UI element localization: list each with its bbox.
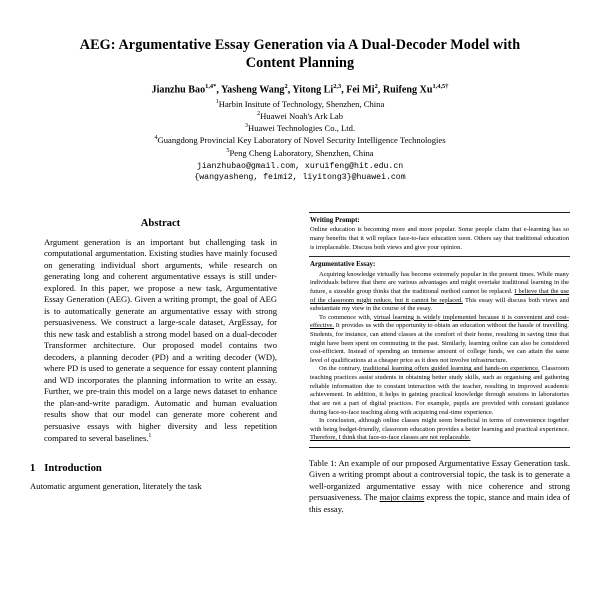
affiliation-marker: 3 [244, 122, 248, 130]
major-claim-span: I believe that the use of the classroom might reduce, but it cannot be replaced. [310, 287, 569, 304]
abstract-heading: Abstract [140, 218, 181, 229]
affiliation-item: $^2$Huawei Noah's Ark Lab [256, 110, 344, 122]
argumentative-essay-label: Argumentative Essay: [310, 260, 376, 268]
affiliation-item: $^1$Harbin Insitute of Technology, Shenzhen, China [215, 98, 385, 110]
essay-text-span: In conclusion, although online classes might seem beneficial in terms of convenience together with being budget-friendly, classroom education provides a better learning and practical experience. [310, 417, 569, 433]
section-number: 1 [30, 462, 36, 474]
affiliation-item: $^5$Peng Cheng Laboratory, Shenzhen, China [226, 146, 374, 158]
page-title: AEG: Argumentative Essay Generation via A Dual-Decoder Model with Content Planning [79, 37, 521, 72]
affiliation-item: $^4$Guangdong Provincial Key Laboratory of Novel Security Intelligence Technologies [154, 134, 446, 146]
caption-text-before: An example of our proposed Argumentative Essay Generation task. Given a writing prompt about a controversial topic, the task is to generate a well-organized argumentative essay with nice coherence and strong persuasiveness. The [309, 457, 570, 503]
title-block [0, 0, 600, 184]
writing-prompt-text [310, 226, 569, 252]
author-list: Jianzhu Bao$^{1,4*}$, Yasheng Wang$^2$, Yitong Li$^{2,3}$, Fei Mi$^2$, Ruifeng $Xu^{1,4,5\dagger}$ [151, 82, 449, 96]
table-bottom-rule [309, 447, 570, 448]
affiliation-marker: 1 [215, 98, 219, 106]
major-claim-span: virtual learning is widely implemented because it is convenient and cost-effective. [310, 313, 569, 330]
left-column [30, 212, 291, 600]
essay-text-span: Acquiring knowledge virtually has become extremely popular in the present times. While many individuals believe that there are various advantages and might overtake traditional learning in the future, a sizeable group thinks that the traditional method cannot be replaced. [310, 270, 569, 295]
example-table [309, 212, 570, 448]
abstract-body: Argument generation is an important but challenging task in computational argumentation. Existing studies have mainly focused on generating individual short arguments, while research on generating long and coherent argumentative essays is still under-explored. In this paper, we propose a new task, Argumentative Essay Generation (AEG). Given a writing prompt, the goal of AEG is to automatically generate an argumentative essay with strong persuasiveness. We construct a large-scale dataset, ArgEssay, for this new task and establish a strong model based on a dual-decoder Transformer architecture. Our proposed model contains two decoders, a planning decoder (PD) and a writing decoder (WD), where PD is used to generate a sequence for essay content planning and WD incorporates the planning information to write an essay. Further, we pre-train this model on a large news dataset to enhance the plan-and-write paradigm. Automatic and human evaluation results show that our model can generate more coherent and persuasive essays with higher diversity and less repetition compared to several baselines.$^1$ [44, 237, 277, 444]
table-caption [309, 458, 570, 515]
major-claim-span: Therefore, I think that face-to-face classes are not replaceable. [310, 434, 471, 442]
body-columns [0, 212, 600, 600]
footnote-marker: 1 [148, 433, 152, 440]
essay-text-span: On the contrary, [319, 365, 363, 373]
essay-text-span: It provides us with the opportunity to obtain an education without the hassle of travelling. Students, for instance, can attend classes at the comfort of their home, resulting in saving time that might have been spent on commuting in the past. Similarly, learning online can also be considered cost-efficient. Instead of spending an immense amount of college funds, we can attain the same level of qualifications at a cheaper price as it does not involve infrastructure. [310, 322, 569, 364]
major-claim-span: traditional learning offers guided learning and hands-on experience. [363, 365, 540, 373]
affiliation-marker: 4 [154, 134, 158, 142]
essay-paragraph [310, 314, 569, 366]
writing-prompt-paragraph: Online education is becoming more and more popular. Some people claim that e-learning has so many benefits that it will replace face-to-face education soon. Others say that traditional education is irreplaceable. Discuss both views and give your opinion. [310, 226, 569, 251]
argumentative-essay-cell [309, 257, 570, 447]
caption-text-after: express the topic, stance and main idea of this essay. [309, 492, 570, 514]
argumentative-essay-text [310, 271, 569, 443]
email-list [60, 162, 540, 184]
essay-paragraph [310, 417, 569, 443]
essay-paragraph [310, 365, 569, 417]
affiliation-list [60, 98, 540, 158]
section-title: Introduction [44, 462, 102, 474]
essay-text-span: Classroom teaching practices assist students in obtaining better study skills, such as organising and gathering reliable information due to constant interaction with the teacher, resulting in improved academic achievement. In addition, it helps in gaining practical knowledge through sessions in laboratories that are not a part of digital practices. For example, pupils are provided with constant guidance during face-to-face teaching along with acquiring real-time experience. [310, 365, 569, 416]
section-heading-introduction [30, 463, 291, 474]
email-line: jianzhubao@gmail.com, xuruifeng@hit.edu.cn [196, 161, 404, 171]
affiliation-marker: 2 [256, 110, 261, 118]
essay-paragraph [310, 271, 569, 314]
introduction-body: Automatic argument generation, literately the task [30, 480, 202, 491]
writing-prompt-label: Writing Prompt: [310, 216, 360, 224]
email-line: {wangyasheng, feimi2, liyitong3}@huawei.com [194, 172, 406, 182]
essay-text-span: To commence with, [319, 313, 374, 321]
affiliation-item: $^3$Huawei Technologies Co., Ltd. [244, 122, 356, 134]
right-column [309, 212, 570, 600]
caption-label: Table 1: [309, 457, 337, 468]
caption-underlined-term: major claims [379, 492, 425, 503]
writing-prompt-cell [309, 213, 570, 256]
essay-text-span: This essay will discuss both views and substantiate my view in the course of the essay. [310, 296, 569, 313]
affiliation-marker: 5 [226, 146, 230, 154]
